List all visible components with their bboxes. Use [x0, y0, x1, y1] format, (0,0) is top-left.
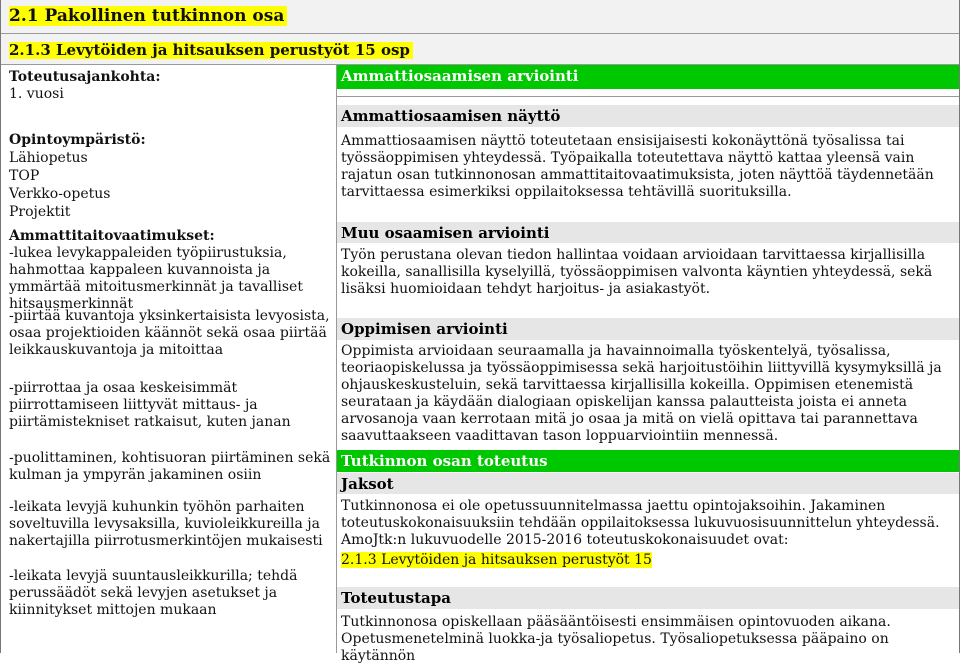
periods-item [341, 552, 953, 569]
environment-item: Verkko-opetus [9, 186, 111, 202]
implementation-title: Tutkinnon osan toteutus [341, 452, 548, 470]
periods-title: Jaksot [341, 475, 394, 493]
demo-title: Ammattiosaamisen näyttö [341, 107, 561, 125]
other-assessment-header [337, 222, 959, 243]
other-assessment-title: Muu osaamisen arviointi [341, 224, 550, 242]
periods-text: Tutkinnonosa ei ole opetussuunnitelmassa jaettu opintojaksoihin. Jakaminen toteutuskokonaisuuksiin tehdään oppilaitoksessa lukuvuosisuunnittelun yhteydessä. AmoJtk:n lukuvuodelle 2015-2016 toteutuskokonaisuudet ovat: [341, 498, 940, 548]
demo-header [337, 105, 959, 127]
demo-text: Ammattiosaamisen näyttö toteutetaan ensisijaisesti kokonäyttönä työsalissa tai työssäoppimisen yhteydessä. Työpaikalla toteutettava näyttö kattaa yleensä vain rajatun osan tutkinnonosan ammattitaitovaatimuksista, joten näyttöä täydennetään tarvittaessa esimerkiksi oppilaitoksessa tehtävillä suorituksilla. [341, 133, 934, 200]
skill-item: -leikata levyjä suuntausleikkurilla; tehdä perussäädöt sekä levyjen asetukset ja kiinnitykset mittojen mukaan [9, 568, 298, 618]
section-header-row [1, 0, 959, 34]
divider [337, 96, 959, 97]
learning-header [337, 318, 959, 340]
subsection-header-row [1, 34, 959, 65]
implementation-header [337, 450, 959, 472]
right-column [337, 65, 959, 664]
skill-item: -piirtää kuvantoja yksinkertaisista levyosista, osaa projektioiden käännöt sekä osaa piirtää leikkauskuvantoja ja mitoittaa [9, 308, 330, 358]
environment-item: Projektit [9, 204, 71, 220]
method-header [337, 587, 959, 609]
skill-item: -lukea levykappaleiden työpiirustuksia, hahmottaa kappaleen kuvannoista ja ymmärtää mitoitusmerkinnät ja tavalliset hitsausmerkinnät [9, 245, 303, 312]
learning-title: Oppimisen arviointi [341, 320, 508, 338]
other-assessment-text: Työn perustana olevan tiedon hallintaa voidaan arvioidaan tarvittaessa kirjallisilla kokeilla, sanallisilla kyselyillä, työssäoppimisen valvonta käyntien yhteydessä, sekä lisäksi huomioidaan tehdyt harjoitus- ja asiakastyöt. [341, 247, 933, 297]
periods-item-text: 2.1.3 Levytöiden ja hitsauksen perustyöt 15 [341, 552, 652, 568]
skills-label: Ammattitaitovaatimukset: [9, 228, 215, 244]
periods-header [337, 473, 959, 494]
environment-item: Lähiopetus [9, 150, 88, 166]
learning-text: Oppimista arvioidaan seuraamalla ja havainnoimalla työskentelyä, työsalissa, teoriaopiskelussa ja työssäoppimisessa sekä harjoitustöihin liittyvillä kysymyksillä ja ohjauskeskusteluin, sekä tarvittaessa kirjallisilla kokeilla. Oppimisen etenemistä seurataan ja käydään dialogiaan opiskelijan kanssa palautteista joista ei anneta arvosanoja vaan kerrotaan mitä jo osaa ja mitä on vielä opittava tai parannettava saavuttaakseen vaadittavan tason loppuarviointiin mennessä. [341, 343, 942, 444]
environment-item: TOP [9, 168, 40, 184]
section-title: 2.1 Pakollinen tutkinnon osa [9, 6, 287, 26]
method-title: Toteutustapa [341, 589, 451, 607]
skill-item: -leikata levyjä kuhunkin työhön parhaiten soveltuvilla levysaksilla, kuvioleikkureilla ja nakertajilla piirrotusmerkintöjen mukaisesti [9, 499, 323, 549]
assessment-header [337, 65, 959, 89]
left-column [1, 65, 337, 653]
schedule-label: Toteutusajankohta: [9, 69, 161, 85]
skill-item: -puolittaminen, kohtisuoran piirtäminen sekä kulman ja ympyrän jakaminen osiin [9, 450, 331, 483]
subsection-title: 2.1.3 Levytöiden ja hitsauksen perustyöt 15 osp [9, 42, 413, 59]
method-text: Tutkinnonosa opiskellaan pääsääntöisesti ensimmäisen opintovuoden aikana. Opetusmenetelminä luokka-ja työsaliopetus. Työsaliopetuksessa pääpaino on käytännön [341, 614, 891, 664]
environment-label: Opintoympäristö: [9, 132, 146, 148]
assessment-title: Ammattiosaamisen arviointi [341, 67, 579, 85]
skill-item: -piirrottaa ja osaa keskeisimmät piirrottamiseen liittyvät mittaus- ja piirtämistekniset ratkaisut, kuten janan [9, 380, 291, 430]
schedule-value: 1. vuosi [9, 86, 64, 102]
